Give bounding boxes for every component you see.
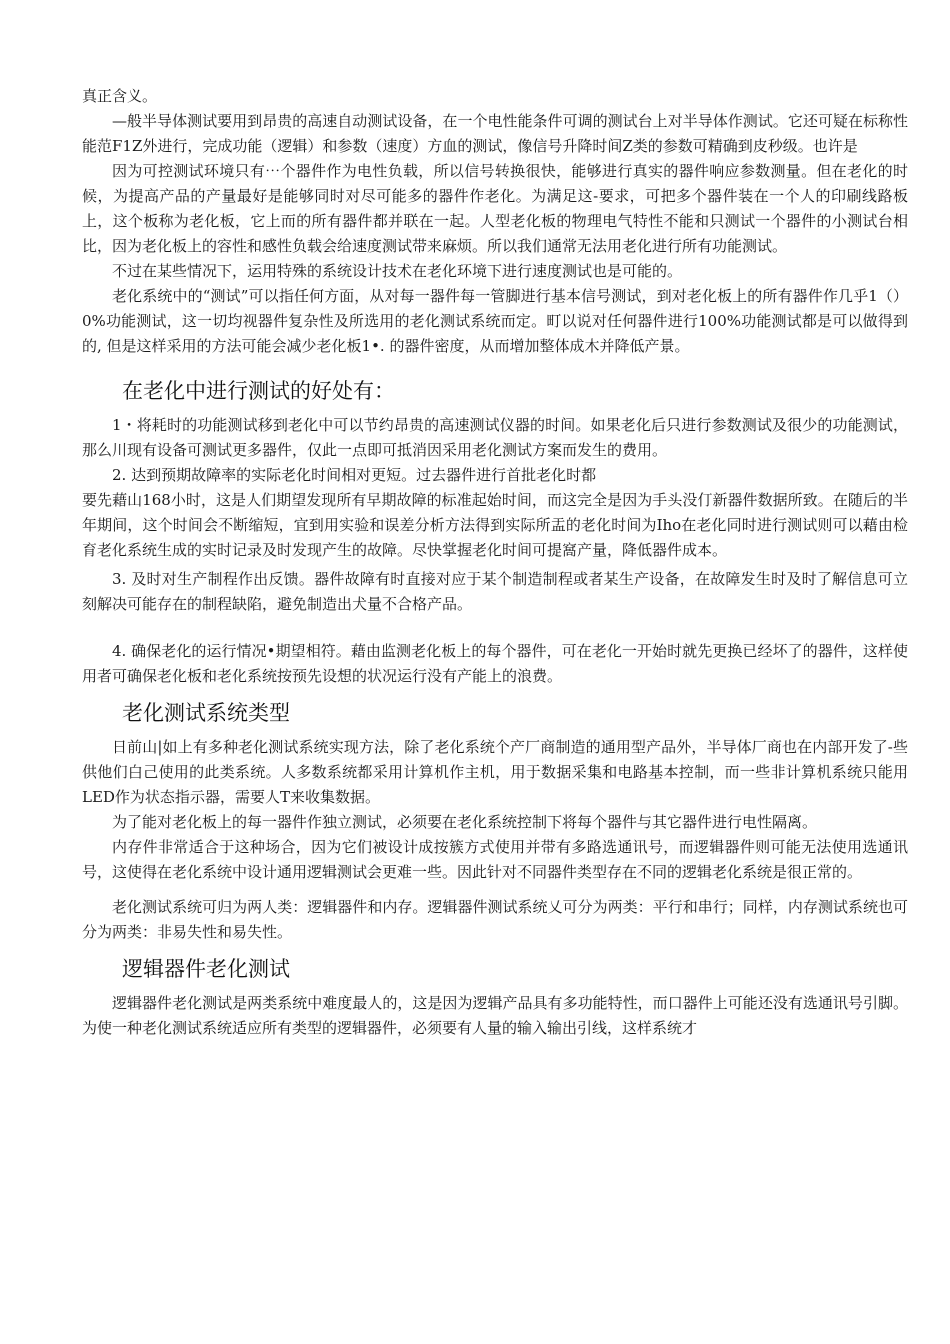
list-item: 4. 确保老化的运行情况•期望相符。藉由监测老化板上的每个器件，可在老化一开始时就先更换已经坏了的器件，这样使用者可确保老化板和老化系统按预先设想的状况运行没有产能上的浪费。 bbox=[82, 642, 908, 685]
paragraph: —般半导体测试要用到昂贵的高速自动测试设备，在一个电性能条件可调的测试台上对半导体作测试。它还可疑在标称性能范F1Z外进行，完成功能（逻辑）和参数（速度）方血的测试，像信号升降时间Z类的参数可精确到皮秒级。也许是 bbox=[82, 112, 908, 155]
paragraph: 为了能对老化板上的每一器件作独立测试，必须要在老化系统控制下将每个器件与其它器件进行电性隔离。 bbox=[112, 813, 818, 831]
list-item: 3. 及时对生产制程作出反馈。器件故障有时直接对应于某个制造制程或者某生产设备，在故障发生时及时了解信息可立刻解决可能存在的制程缺陷，避免制造出犬量不合格产品。 bbox=[82, 570, 908, 613]
document-page bbox=[82, 84, 908, 1041]
section-heading-logic: 逻辑器件老化测试 bbox=[122, 957, 290, 981]
paragraph: 逻辑器件老化测试是两类系统中难度最人的，这是因为逻辑产品具有多功能特性，而口器件上可能还没有选通讯号引脚。为使一种老化测试系统适应所有类型的逻辑器件，必须要有人量的输入输出引线，这样系统才 bbox=[82, 994, 908, 1037]
list-item: 1・将耗时的功能测试移到老化中可以节约昂贵的高速测试仪器的时间。如果老化后只进行参数测试及很少的功能测试，那么川现有设备可测试更多器件，仅此一点即可抵消因采用老化测试方案而发生的费用。 bbox=[82, 416, 908, 459]
paragraph: 真正含义。 bbox=[82, 87, 158, 105]
paragraph: 老化测试系统可归为两人类：逻辑器件和内存。逻辑器件测试系统乂可分为两类：平行和串行；同样，内存测试系统也可分为两类：非易失性和易失性。 bbox=[82, 898, 908, 941]
section-heading-types: 老化测试系统类型 bbox=[122, 701, 290, 725]
paragraph: 不过在某些情况下，运用特殊的系统设计技术在老化环境下进行速度测试也是可能的。 bbox=[112, 262, 683, 280]
list-item: 2. 达到预期故障率的实际老化时间相对更短。过去器件进行首批老化时都 bbox=[112, 466, 597, 484]
paragraph: 老化系统中的“测试”可以指任何方面，从对每一器件每一管脚进行基本信号测试，到对老化板上的所有器件作几乎1（）0%功能测试，这一切均视器件复杂性及所选用的老化测试系统而定。町以说对任何器件进行100%功能测试都是可以做得到的, 但是这样采用的方法可能会减少老化板1•. 的器件密度，从而增加整体成木并降低产景。 bbox=[82, 287, 908, 355]
paragraph: 因为可控测试环境只有⋯个器件作为电性负载，所以信号转换很快，能够进行真实的器件响应参数测量。但在老化的时候，为提高产品的产量最好是能够同时对尽可能多的器件作老化。为满足这-要求，可把多个器件装在一个人的印刷线路板上，这个板称为老化板，它上而的所有器件都并联在一起。人型老化板的物理电气特性不能和只测试一个器件的小测试台相比，因为老化板上的容性和感性负载会给速度测试带来麻烦。所以我们通常无法用老化进行所有功能测试。 bbox=[82, 162, 908, 255]
paragraph: 日前山|如上有多种老化测试系统实现方法，除了老化系统个产厂商制造的通用型产品外，半导体厂商也在内部开发了-些供他们白己使用的此类系统。人多数系统都采用计算机作主机，用于数据采集和电路基本控制，而一些非计算机系统只能用LED作为状态指示器，需要人T来收集数据。 bbox=[82, 738, 908, 806]
paragraph: 要先藉山168小时，这是人们期望发现所有早期故障的标准起始时间，而这完全是因为手头没仃新器件数据所致。在随后的半年期间，这个时间会不断缩短，宜到用实验和误差分析方法得到实际所盂的老化时间为Iho在老化同时进行测试则可以藉由检育老化系统生成的实时记录及时发现产生的故障。尽快掌握老化时间可提窩产量，降低器件成本。 bbox=[82, 491, 908, 559]
paragraph: 内存件非常适合于这种场合，因为它们被设计成按簇方式使用并带有多路选通讯号，而逻辑器件则可能无法使用选通讯号，这使得在老化系统中设计通用逻辑测试会更难一些。因此针对不同器件类型存在不同的逻辑老化系统是很正常的。 bbox=[82, 838, 908, 881]
section-heading-benefits: 在老化中进行测试的好处有： bbox=[122, 379, 395, 403]
